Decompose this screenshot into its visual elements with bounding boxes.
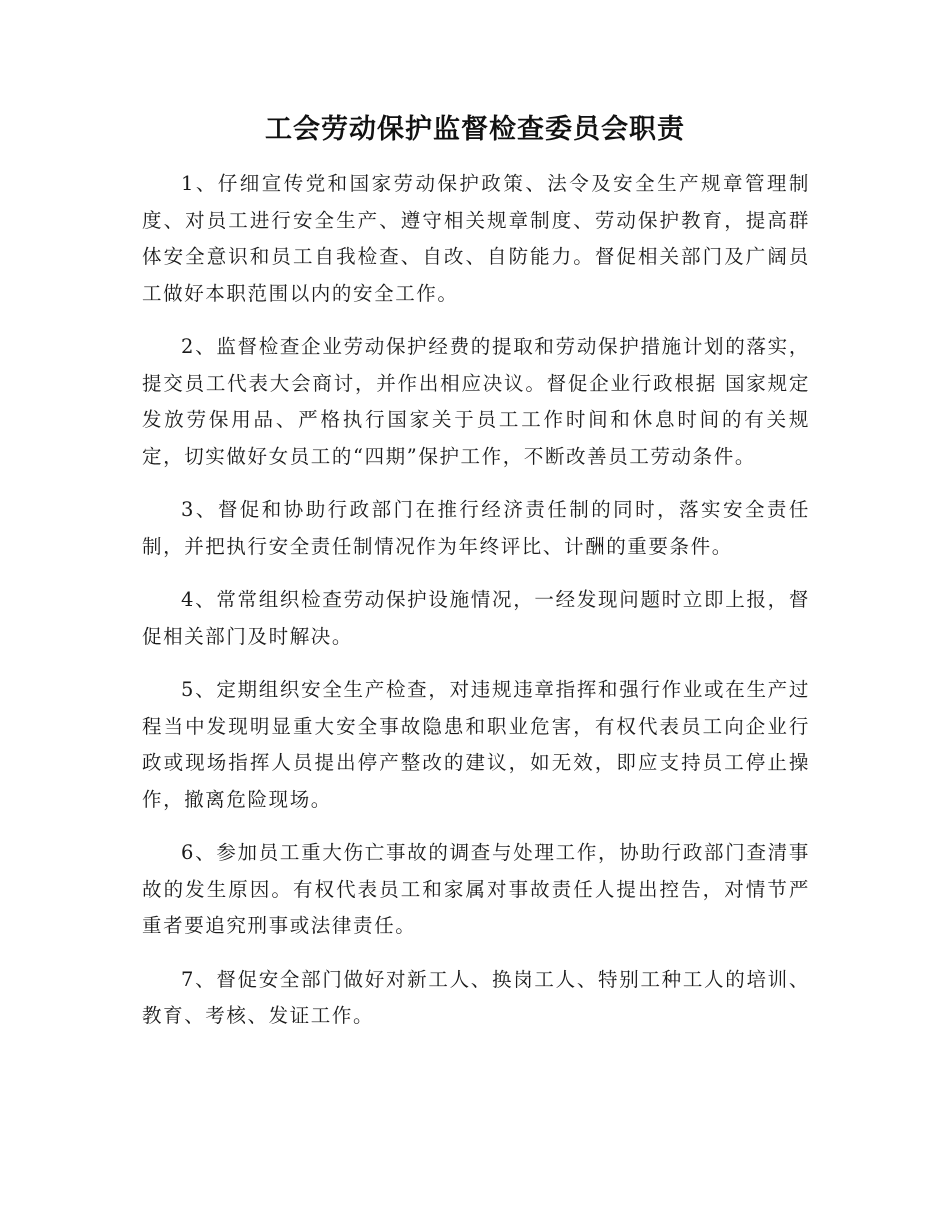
paragraph-2: 2、监督检查企业劳动保护经费的提取和劳动保护措施计划的落实，提交员工代表大会商讨，并作出相应决议。督促企业行政根据 国家规定发放劳保用品、严格执行国家关于员工工作时间和休息时间的有关规定，切实做好女员工的“四期”保护工作，不断改善员工劳动条件。 bbox=[142, 335, 810, 468]
paragraph-7: 7、督促安全部门做好对新工人、换岗工人、特别工种工人的培训、教育、考核、发证工作。 bbox=[142, 967, 810, 1027]
document-title: 工会劳动保护监督检查委员会职责 bbox=[265, 114, 685, 145]
paragraph-4: 4、常常组织检查劳动保护设施情况，一经发现问题时立即上报，督促相关部门及时解决。 bbox=[142, 588, 810, 648]
paragraph-5: 5、定期组织安全生产检查，对违规违章指挥和强行作业或在生产过程当中发现明显重大安全事故隐患和职业危害，有权代表员工向企业行政或现场指挥人员提出停产整改的建议，如无效，即应支持员工停止操作，撤离危险现场。 bbox=[142, 678, 810, 811]
paragraph-1: 1、仔细宣传党和国家劳动保护政策、法令及安全生产规章管理制度、对员工进行安全生产、遵守相关规章制度、劳动保护教育，提高群体安全意识和员工自我检查、自改、自防能力。督促相关部门及广阔员工做好本职范围以内的安全工作。 bbox=[142, 172, 810, 305]
document-body bbox=[142, 166, 810, 1052]
paragraph-6: 6、参加员工重大伤亡事故的调查与处理工作，协助行政部门查清事故的发生原因。有权代表员工和家属对事故责任人提出控告，对情节严重者要追究刑事或法律责任。 bbox=[142, 841, 810, 937]
paragraph-3: 3、督促和协助行政部门在推行经济责任制的同时，落实安全责任制，并把执行安全责任制情况作为年终评比、计酬的重要条件。 bbox=[142, 498, 810, 558]
